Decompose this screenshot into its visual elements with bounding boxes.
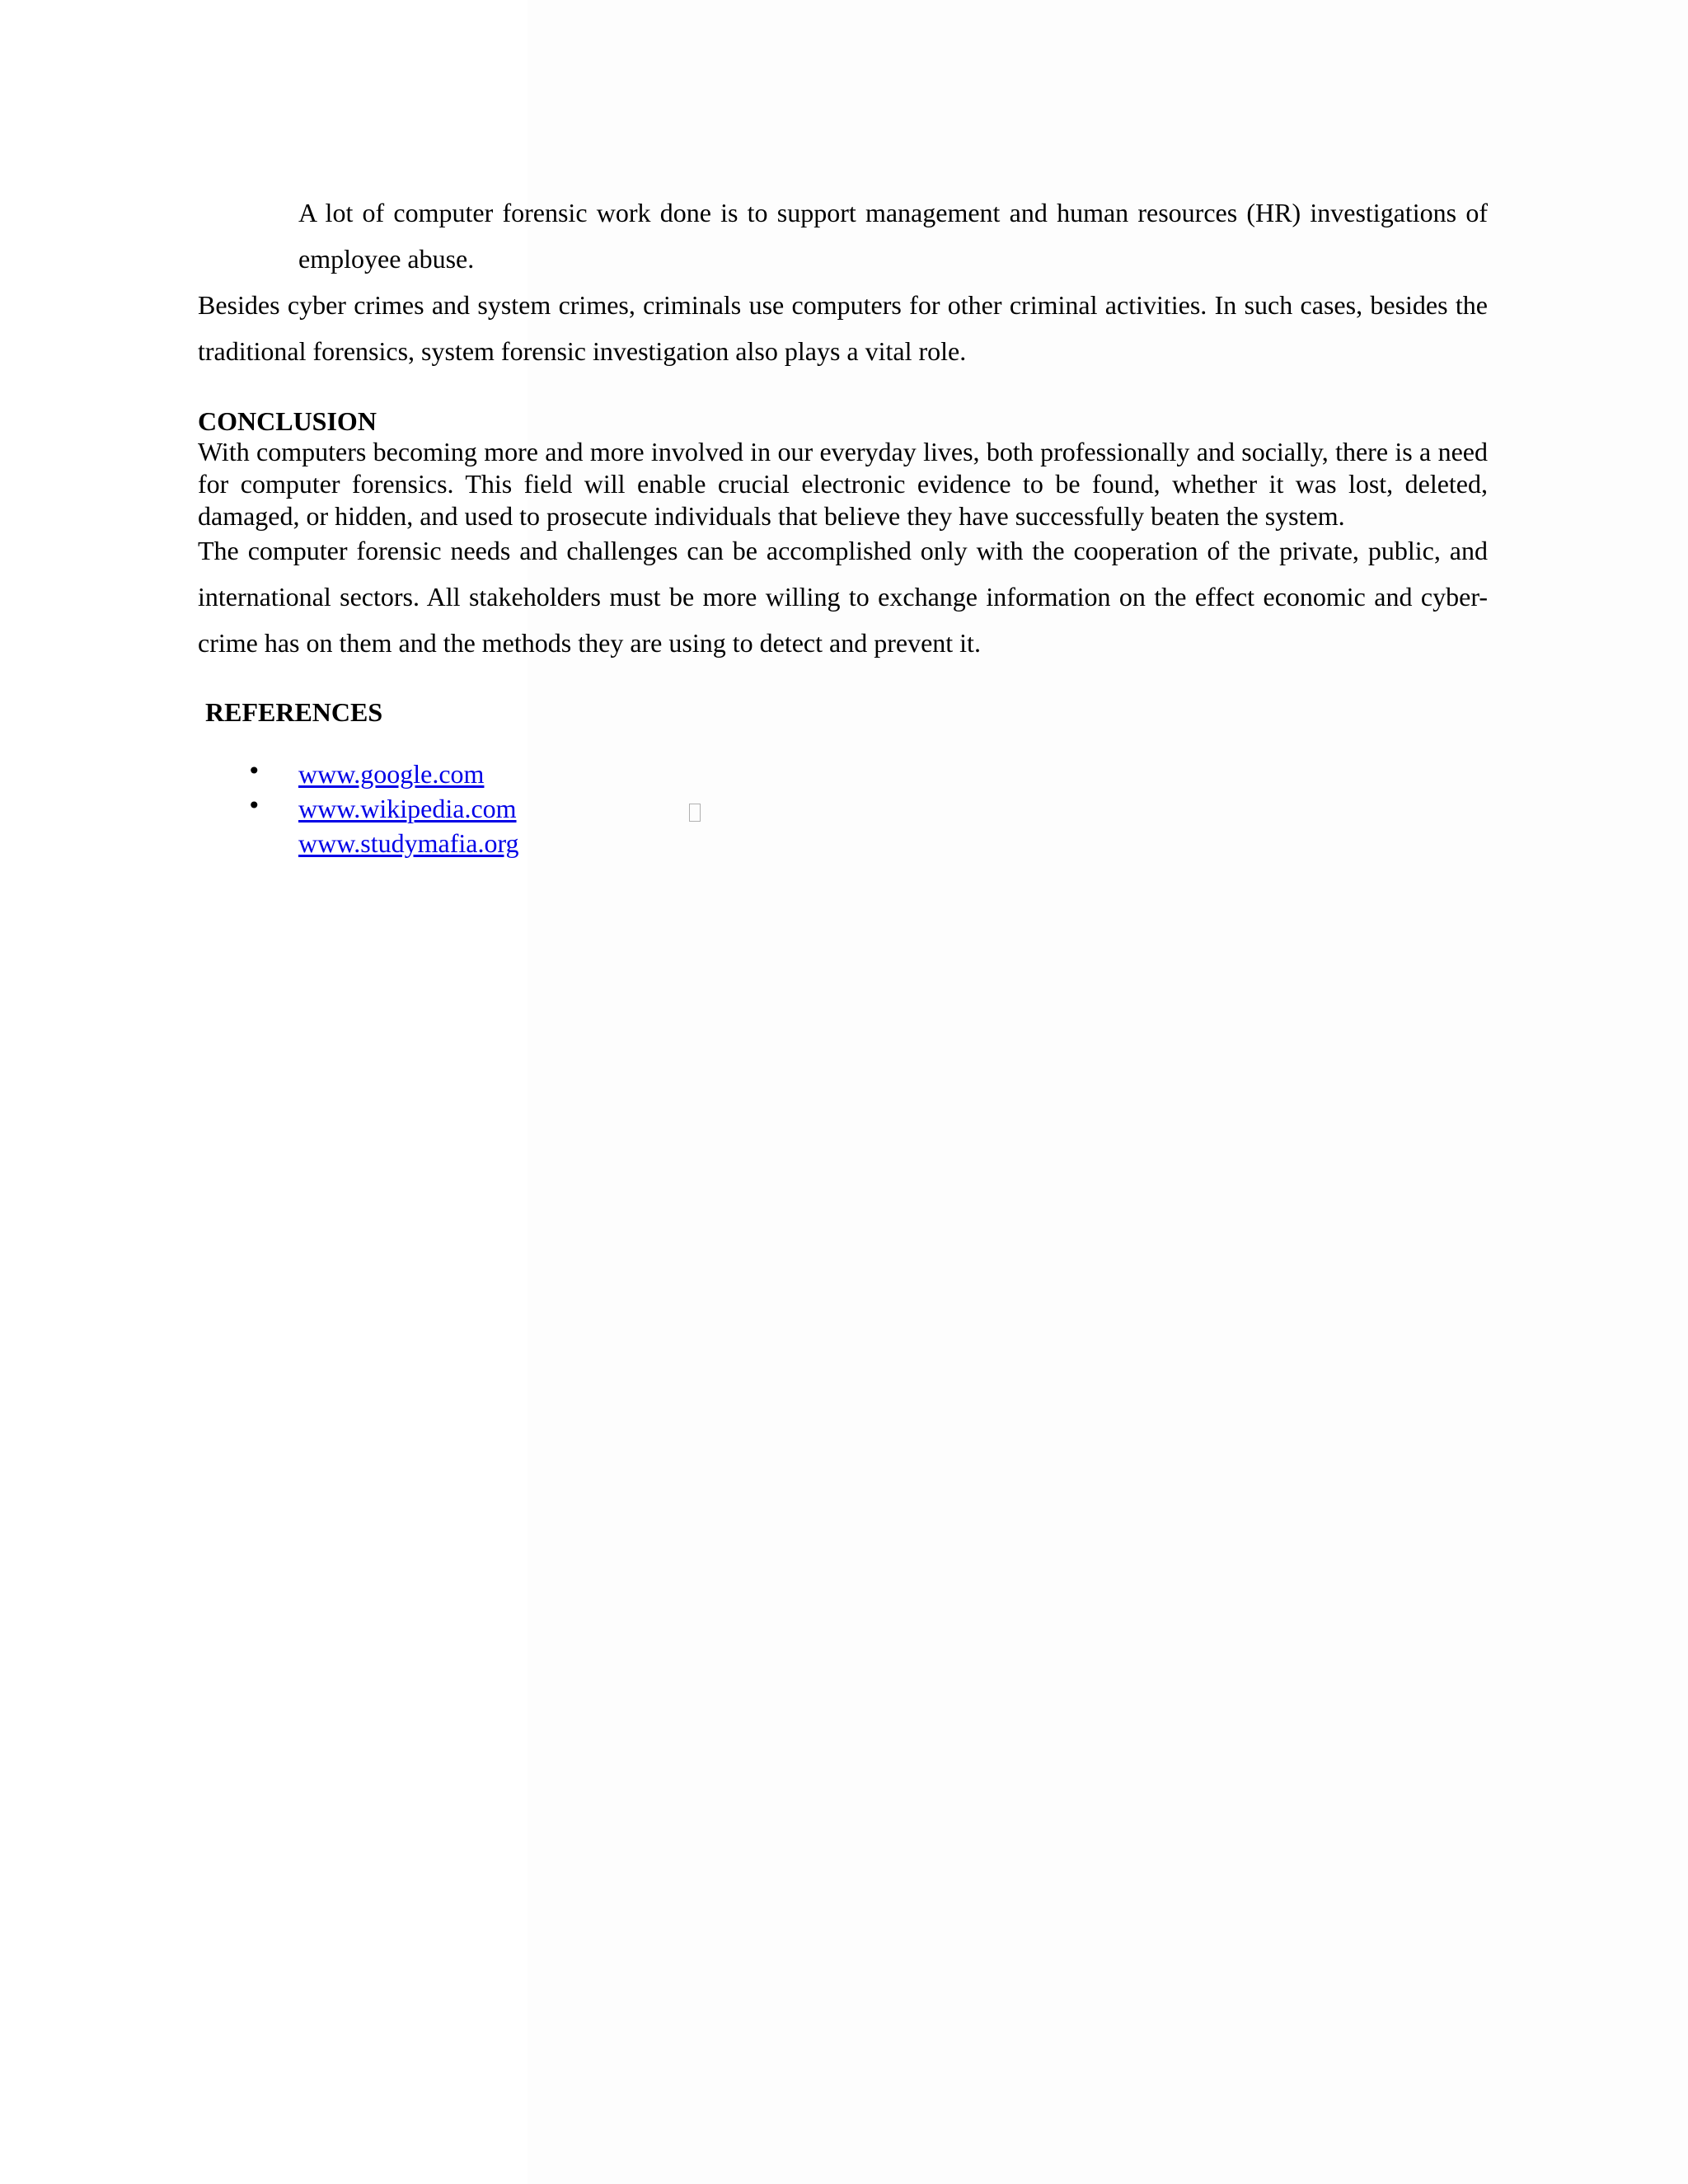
document-body xyxy=(198,190,1488,860)
bullet-icon: • xyxy=(247,757,261,785)
conclusion-heading: CONCLUSION xyxy=(198,406,377,436)
reference-item xyxy=(247,757,1488,791)
reference-link-google[interactable]: www.google.com xyxy=(298,759,485,789)
references-heading: REFERENCES xyxy=(205,697,383,727)
missing-glyph-icon xyxy=(689,804,701,822)
conclusion-paragraph-1: With computers becoming more and more involved in our everyday lives, both professionally and socially, there is a need for computer forensics. This field will enable crucial electronic evidence to be found, whether it was lost, deleted, damaged, or hidden, and used to prosecute individuals that believe they have successfully beaten the system. xyxy=(198,437,1488,531)
bullet-icon: • xyxy=(247,792,261,819)
references-list xyxy=(198,757,1488,860)
reference-link-studymafia[interactable]: www.studymafia.org xyxy=(298,828,519,858)
conclusion-paragraph-2: The computer forensic needs and challenges can be accomplished only with the cooperation of the private, public, and international sectors. All stakeholders must be more willing to exchange information on the effect economic and cyber-crime has on them and the methods they are using to detect and prevent it. xyxy=(198,536,1488,658)
besides-paragraph: Besides cyber crimes and system crimes, criminals use computers for other criminal activities. In such cases, besides the traditional forensics, system forensic investigation also plays a vital role. xyxy=(198,290,1488,366)
reference-link-wikipedia[interactable]: www.wikipedia.com xyxy=(298,794,517,823)
reference-item xyxy=(247,791,1488,826)
intro-paragraph: A lot of computer forensic work done is to support management and human resources (HR) investigations of employee abuse. xyxy=(298,198,1488,274)
reference-item xyxy=(298,826,1488,860)
